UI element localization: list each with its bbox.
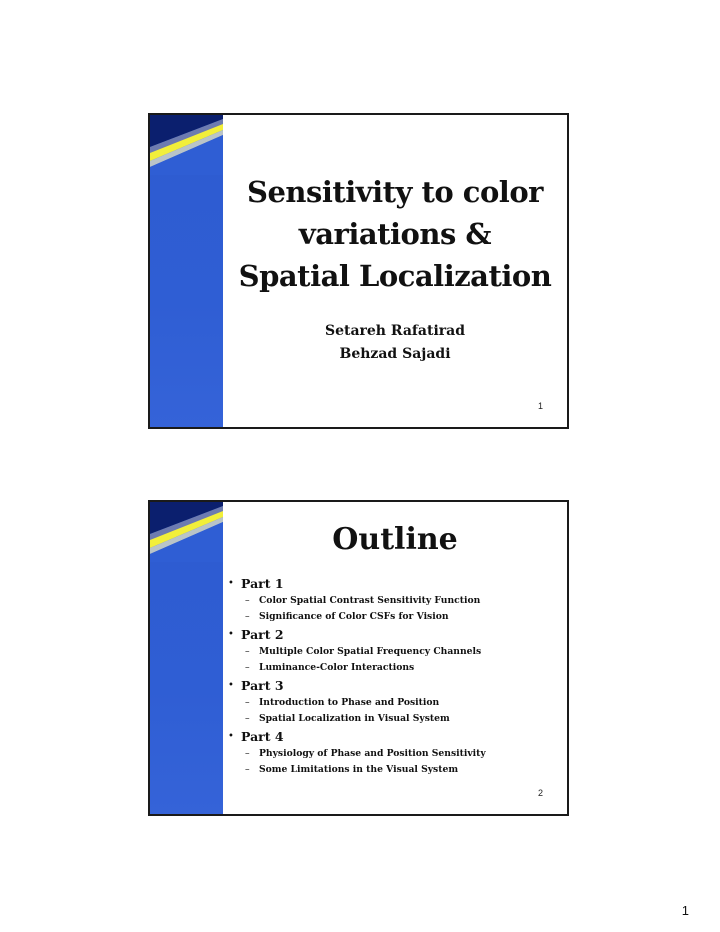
outline-list (223, 574, 567, 778)
dash-icon: – (245, 611, 250, 622)
subitem-text: Introduction to Phase and Position (259, 697, 440, 708)
dash-icon: – (245, 713, 250, 724)
subitem-text: Multiple Color Spatial Frequency Channels (259, 646, 482, 657)
part-label: Part 2 (241, 627, 284, 642)
title-line-3: Spatial Localization (238, 259, 552, 293)
outline-part (223, 727, 567, 746)
dash-icon: – (245, 748, 250, 759)
subitem-text: Color Spatial Contrast Sensitivity Function (259, 595, 481, 606)
author-name: Setareh Rafatirad (324, 323, 466, 339)
part-label: Part 3 (241, 678, 284, 693)
slide-sidebar-decoration (150, 502, 223, 814)
bullet-icon: • (228, 680, 234, 691)
subitem-text: Physiology of Phase and Position Sensitivity (259, 748, 486, 759)
outline-subitem (223, 660, 567, 676)
outline-subitem (223, 593, 567, 609)
slide-number: 2 (537, 788, 543, 798)
bullet-icon: • (228, 629, 234, 640)
slide-2 (148, 500, 569, 816)
outline-subitem (223, 711, 567, 727)
outline-subitem (223, 695, 567, 711)
slide-2-title: Outline (332, 522, 458, 557)
outline-subitem (223, 644, 567, 660)
part-label: Part 1 (241, 576, 284, 591)
title-line-1: Sensitivity to color (247, 175, 543, 209)
page-number: 1 (681, 903, 689, 918)
part-label: Part 4 (241, 729, 284, 744)
dash-icon: – (245, 764, 250, 775)
outline-part (223, 625, 567, 644)
slide-sidebar-decoration (150, 115, 223, 427)
subitem-text: Some Limitations in the Visual System (259, 764, 459, 775)
dash-icon: – (245, 595, 250, 606)
bullet-icon: • (228, 578, 234, 589)
subitem-text: Spatial Localization in Visual System (259, 713, 450, 724)
dash-icon: – (245, 662, 250, 673)
title-line-2: variations & (298, 217, 492, 251)
sidebar-stripe-graphic (150, 115, 223, 175)
outline-subitem (223, 746, 567, 762)
slide-number: 1 (537, 401, 543, 411)
dash-icon: – (245, 697, 250, 708)
dash-icon: – (245, 646, 250, 657)
outline-part (223, 574, 567, 593)
slide-1 (148, 113, 569, 429)
outline-part (223, 676, 567, 695)
sidebar-stripe-graphic (150, 502, 223, 562)
outline-subitem (223, 609, 567, 625)
outline-subitem (223, 762, 567, 778)
slide-1-title (223, 171, 567, 297)
subitem-text: Luminance-Color Interactions (259, 662, 415, 673)
slide-1-authors (223, 320, 567, 366)
bullet-icon: • (228, 731, 234, 742)
subitem-text: Significance of Color CSFs for Vision (259, 611, 449, 622)
author-name: Behzad Sajadi (339, 346, 451, 362)
